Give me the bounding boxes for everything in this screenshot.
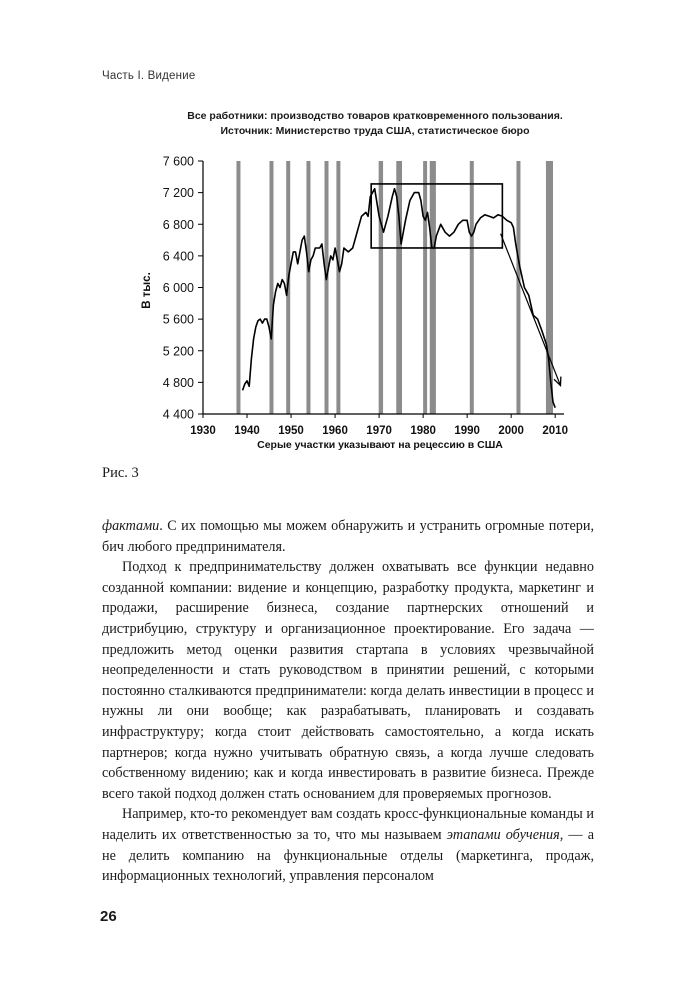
recession-band [423,161,427,414]
y-tick-label: 5 600 [162,312,194,327]
y-tick-label: 7 600 [162,154,194,169]
x-tick-label: 2000 [498,425,524,437]
x-tick-label: 1980 [410,425,436,437]
running-head: Часть I. Видение [102,70,196,82]
x-tick-label: 1940 [234,425,260,437]
recession-band [430,161,436,414]
x-tick-label: 1990 [454,425,480,437]
italic-term: фактами [102,518,160,534]
body-text [102,516,594,887]
y-axis-label: В тыс. [141,272,153,309]
chart-axes [141,155,568,452]
x-tick-label: 1960 [322,425,348,437]
recession-band [336,161,340,414]
x-tick-label: 1950 [278,425,304,437]
x-axis-label: Серые участки указывают на рецессию в США [257,439,503,451]
paragraph-1: фактами. С их помощью мы можем обнаружить и устранить огромные потери, бич любого предпринимателя. [102,518,594,555]
y-tick-label: 6 400 [162,249,194,264]
y-tick-label: 4 800 [162,375,194,390]
recession-band [306,161,310,414]
y-tick-label: 5 200 [162,344,194,359]
recession-band [269,161,273,414]
y-tick-label: 4 400 [162,407,194,422]
figure-caption: Рис. 3 [102,465,139,481]
italic-term: этапами обучения, [446,826,564,843]
paragraph-3: Например, кто-то рекомендует вам создать кросс-функциональные команды и наделить их ответственностью за то, что мы называем этапами обучения, — а не делить компанию на функциональные отделы (маркетинга, продаж, информационных технологий, управления персоналом [102,806,594,885]
x-tick-label: 1970 [366,425,392,437]
y-tick-label: 7 200 [162,186,194,201]
recession-bands [236,161,553,414]
y-tick-label: 6 800 [162,217,194,232]
x-tick-label: 2010 [542,425,568,437]
paragraph-2: Подход к предпринимательству должен охватывать все функции недавно созданной компании: видение и концепцию, разработку продукта, маркетинг и продажи, расширение бизнеса, создание партнерских отношений и дистрибуцию, структуру и организационное проектирование. Его задача — предложить метод оценки развития стартапа в условиях чрезвычайной неопределенности и стать руководством в принятии решений, с которыми постоянно сталкиваются предприниматели: когда делать инвестиции в процесс и нужны ли они вообще; как разрабатывать, планировать и создавать инфраструктуру; когда стоит действовать самостоятельно, а когда искать партнеров; когда нужно учитывать обратную связь, а когда лучше следовать собственному видению; как и когда инвестировать в развитие бизнеса. Прежде всего такой подход должен стать основанием для проверяемых прогнозов. [102,559,594,802]
recession-band [516,161,520,414]
recession-band [325,161,329,414]
chart-title: Все работники: производство товаров кратковременного пользования. [187,110,563,122]
y-tick-label: 6 000 [162,281,194,295]
chart-subtitle: Источник: Министерство труда США, статистическое бюро [220,125,530,137]
recession-band [379,161,383,414]
recession-band [470,161,474,414]
x-tick-label: 1930 [190,425,216,437]
recession-band [236,161,240,414]
page-number: 26 [100,908,117,925]
employment-line-chart [0,0,695,470]
